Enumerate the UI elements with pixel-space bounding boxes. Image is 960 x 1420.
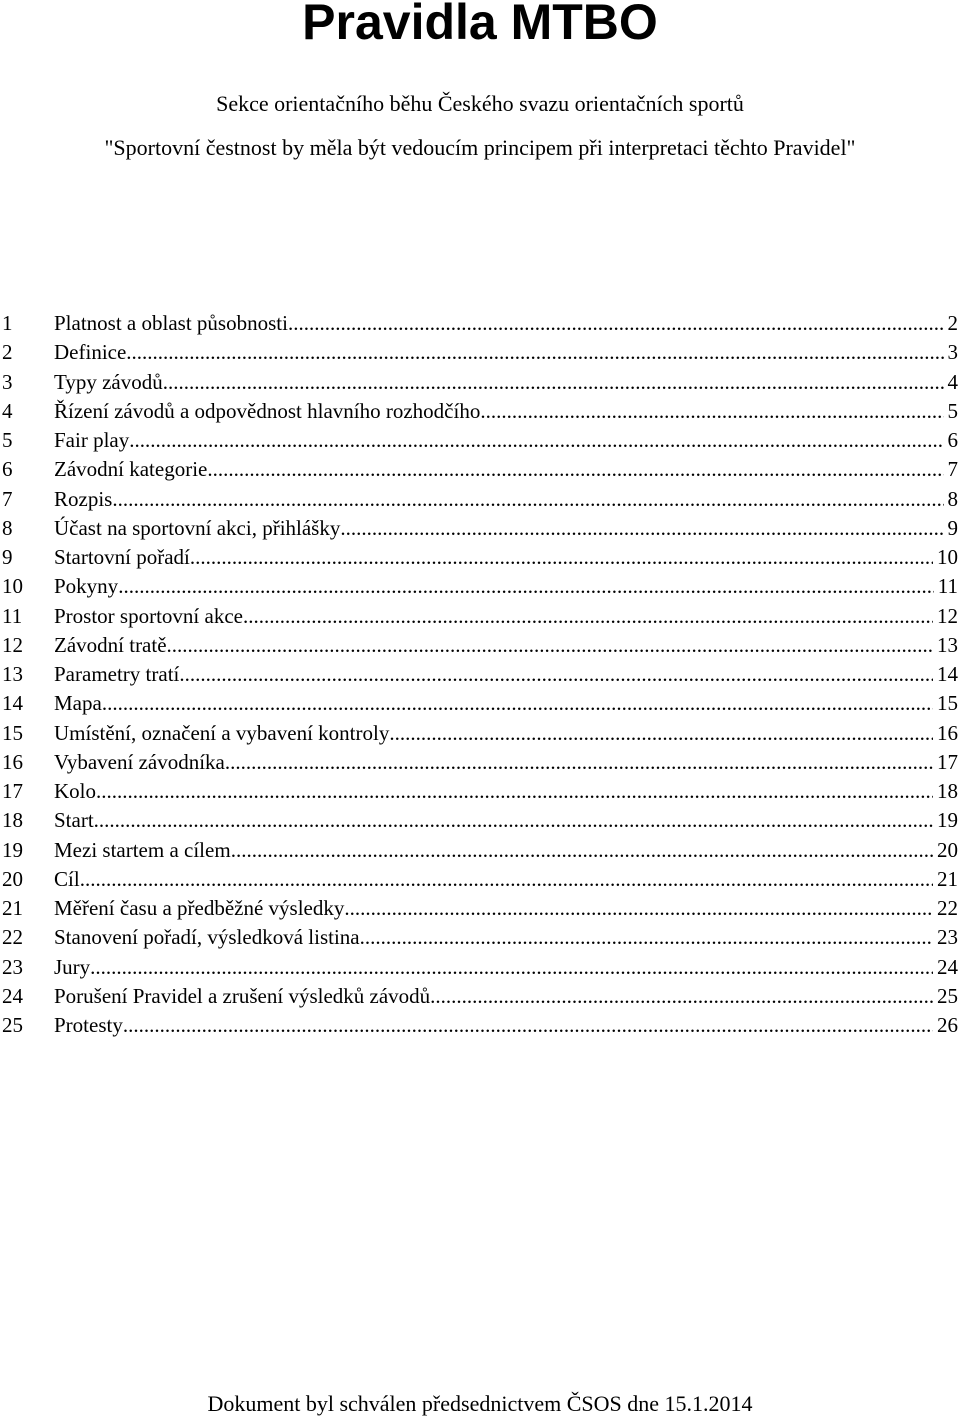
toc-entry-title: Prostor sportovní akce (54, 603, 243, 628)
toc-entry[interactable] (0, 1011, 960, 1040)
toc-entry-number: 21 (2, 896, 23, 920)
toc-entry-number: 7 (2, 486, 13, 511)
toc-entry[interactable] (0, 660, 960, 689)
toc-entry-number: 23 (2, 954, 23, 979)
toc-entry-number: 5 (2, 428, 13, 452)
toc-entry-page: 18 (937, 779, 958, 803)
document-subtitle: Sekce orientačního běhu Českého svazu orientačních sportů (216, 91, 744, 116)
toc-dot-leader (344, 894, 933, 923)
toc-entry-number: 18 (2, 808, 23, 833)
table-of-contents (0, 309, 960, 1040)
toc-entry-number: 8 (2, 515, 13, 540)
toc-entry-title: Řízení závodů a odpovědnost hlavního rozhodčího (54, 398, 481, 423)
toc-entry[interactable] (0, 777, 960, 806)
toc-entry-title: Start (54, 808, 94, 833)
toc-entry[interactable] (0, 748, 960, 777)
toc-entry-number: 15 (2, 720, 23, 745)
toc-entry-page: 21 (937, 866, 958, 891)
toc-entry-title: Rozpis (54, 486, 113, 511)
toc-entry-number: 19 (2, 837, 23, 862)
toc-entry-number: 4 (2, 398, 13, 423)
toc-entry-title: Závodní kategorie (54, 457, 208, 482)
toc-entry-title: Pokyny (54, 574, 119, 599)
toc-entry-number: 12 (2, 632, 23, 657)
toc-entry-page: 14 (937, 662, 958, 686)
toc-dot-leader (112, 485, 943, 514)
toc-entry[interactable] (0, 309, 960, 338)
toc-entry-title: Cíl (54, 866, 80, 891)
toc-entry-number: 20 (2, 866, 23, 891)
toc-dot-leader (480, 397, 943, 426)
toc-dot-leader (225, 748, 933, 777)
toc-entry-title: Mezi startem a cílem (54, 837, 231, 862)
toc-entry-title: Umístění, označení a vybavení kontroly (54, 720, 390, 745)
toc-entry-page: 2 (947, 311, 958, 335)
toc-dot-leader (102, 689, 933, 718)
toc-entry[interactable] (0, 806, 960, 835)
toc-dot-leader (288, 309, 944, 338)
toc-entry[interactable] (0, 953, 960, 982)
toc-entry[interactable] (0, 572, 960, 601)
toc-entry-number: 6 (2, 457, 13, 482)
toc-entry-number: 3 (2, 369, 13, 394)
toc-entry[interactable] (0, 426, 960, 455)
toc-entry[interactable] (0, 368, 960, 397)
toc-entry-number: 10 (2, 574, 23, 599)
toc-entry-title: Platnost a oblast působnosti (54, 311, 288, 335)
toc-entry[interactable] (0, 923, 960, 952)
toc-entry-title: Definice (54, 340, 127, 365)
toc-entry[interactable] (0, 485, 960, 514)
toc-entry-number: 2 (2, 340, 13, 365)
toc-entry-page: 8 (947, 486, 958, 511)
toc-entry-page: 13 (937, 632, 958, 657)
toc-dot-leader (360, 923, 933, 952)
toc-entry-title: Účast na sportovní akci, přihlášky (54, 515, 341, 540)
toc-entry-page: 17 (937, 749, 958, 774)
toc-entry-page: 6 (947, 428, 958, 452)
toc-entry-page: 26 (937, 1013, 958, 1037)
toc-entry[interactable] (0, 631, 960, 660)
toc-entry[interactable] (0, 514, 960, 543)
toc-entry-page: 22 (937, 896, 958, 920)
toc-dot-leader (129, 426, 943, 455)
toc-entry-number: 16 (2, 749, 23, 774)
toc-entry[interactable] (0, 455, 960, 484)
toc-dot-leader (96, 777, 933, 806)
toc-entry-page: 20 (937, 837, 958, 862)
toc-entry-page: 23 (937, 925, 958, 950)
toc-entry-title: Protesty (54, 1013, 123, 1037)
toc-dot-leader (90, 953, 933, 982)
toc-entry[interactable] (0, 543, 960, 572)
document-motto: "Sportovní čestnost by měla být vedoucím principem při interpretaci těchto Pravidel" (104, 135, 856, 160)
toc-entry-title: Závodní tratě (54, 632, 167, 657)
toc-entry-title: Porušení Pravidel a zrušení výsledků závodů (54, 983, 431, 1008)
toc-entry-page: 19 (937, 808, 958, 833)
toc-entry[interactable] (0, 719, 960, 748)
approval-footer: Dokument byl schválen předsednictvem ČSOS dne 15.1.2014 (207, 1391, 753, 1416)
toc-entry-number: 25 (2, 1013, 23, 1037)
toc-entry-page: 16 (937, 720, 958, 745)
toc-entry-number: 13 (2, 662, 23, 686)
toc-entry-number: 1 (2, 311, 13, 335)
toc-entry[interactable] (0, 689, 960, 718)
toc-entry[interactable] (0, 865, 960, 894)
toc-entry-title: Startovní pořadí (54, 545, 190, 569)
toc-entry[interactable] (0, 982, 960, 1011)
toc-dot-leader (430, 982, 933, 1011)
toc-entry[interactable] (0, 836, 960, 865)
toc-dot-leader (340, 514, 943, 543)
toc-entry-title: Kolo (54, 779, 96, 803)
toc-dot-leader (190, 543, 933, 572)
toc-entry-title: Mapa (54, 691, 102, 716)
toc-entry-title: Stanovení pořadí, výsledková listina (54, 925, 360, 950)
toc-dot-leader (231, 836, 933, 865)
toc-entry-number: 11 (2, 603, 23, 628)
toc-entry[interactable] (0, 894, 960, 923)
toc-entry-page: 15 (937, 691, 958, 716)
toc-dot-leader (94, 806, 933, 835)
toc-entry-number: 22 (2, 925, 23, 950)
toc-dot-leader (123, 1011, 933, 1040)
toc-dot-leader (179, 660, 933, 689)
toc-dot-leader (118, 572, 934, 601)
toc-entry-page: 11 (937, 574, 958, 599)
toc-dot-leader (389, 719, 933, 748)
toc-entry-page: 9 (947, 515, 958, 540)
toc-entry-page: 3 (947, 340, 958, 365)
toc-entry-page: 25 (937, 983, 958, 1008)
toc-entry-title: Typy závodů (54, 369, 163, 394)
toc-entry-title: Jury (54, 954, 91, 979)
toc-entry-page: 24 (937, 954, 958, 979)
toc-entry-page: 5 (947, 398, 958, 423)
toc-entry-page: 10 (937, 545, 958, 569)
toc-entry-title: Vybavení závodníka (54, 749, 225, 774)
toc-entry[interactable] (0, 338, 960, 367)
toc-entry-page: 12 (937, 603, 958, 628)
toc-dot-leader (80, 865, 933, 894)
toc-entry-page: 4 (947, 369, 958, 394)
toc-entry-number: 14 (2, 691, 23, 716)
toc-dot-leader (243, 602, 933, 631)
toc-entry-title: Fair play (54, 428, 130, 452)
toc-dot-leader (207, 455, 943, 484)
toc-dot-leader (167, 631, 933, 660)
toc-entry-title: Měření času a předběžné výsledky (54, 896, 345, 920)
toc-entry-title: Parametry tratí (54, 662, 180, 686)
toc-entry-number: 17 (2, 779, 23, 803)
toc-entry[interactable] (0, 397, 960, 426)
toc-dot-leader (163, 368, 944, 397)
document-title: Pravidla MTBO (302, 0, 658, 50)
toc-dot-leader (126, 338, 943, 367)
toc-entry[interactable] (0, 602, 960, 631)
toc-entry-page: 7 (947, 457, 958, 482)
toc-entry-number: 24 (2, 983, 23, 1008)
toc-entry-number: 9 (2, 545, 13, 569)
